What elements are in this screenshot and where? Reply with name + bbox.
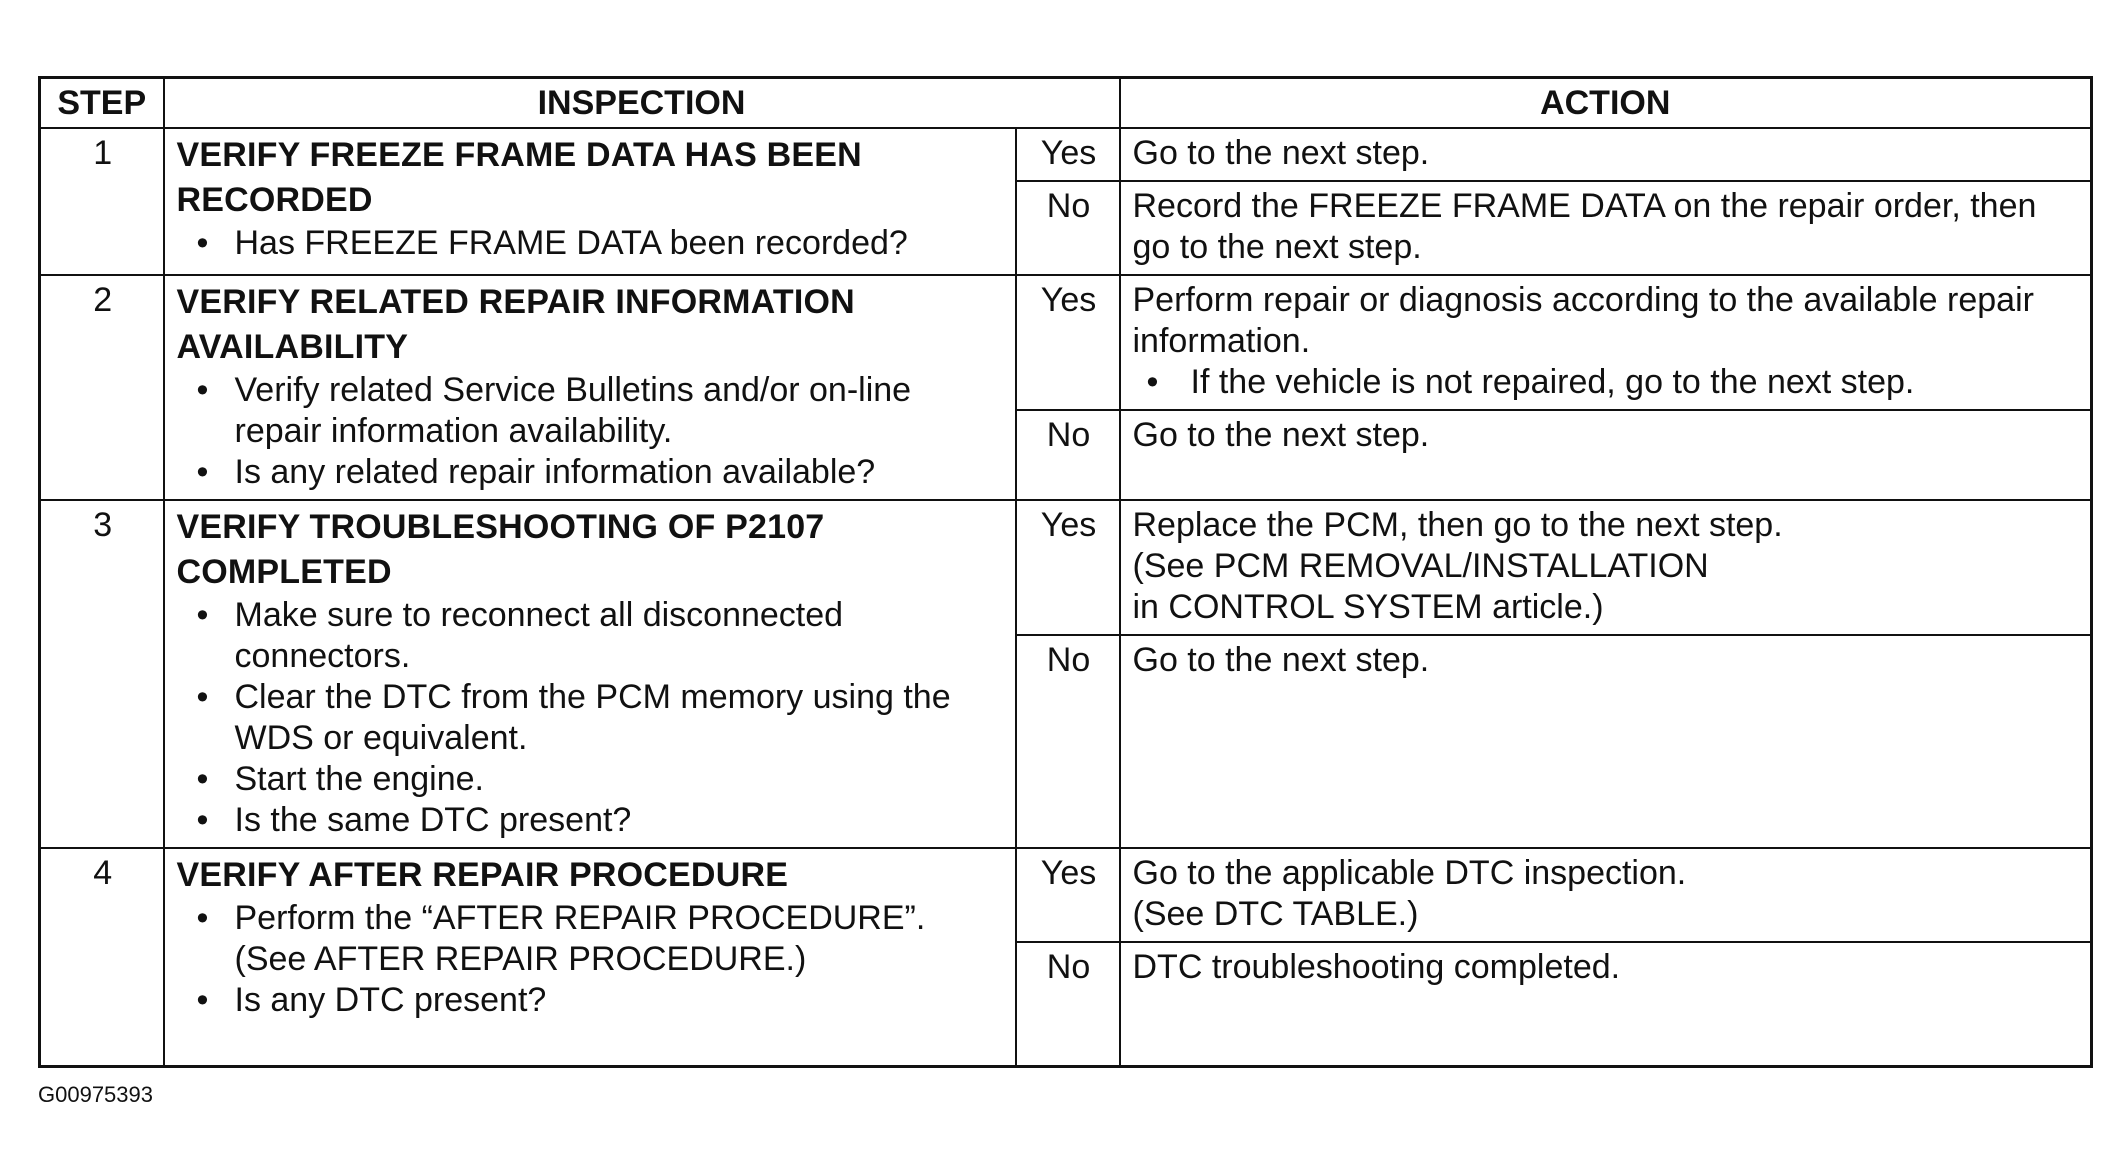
- figure-id: G00975393: [38, 1082, 153, 1107]
- no-label: No: [1016, 942, 1120, 1066]
- step-number: 3: [40, 500, 164, 848]
- action-line: DTC troubleshooting completed.: [1132, 948, 1621, 986]
- yes-action: [1120, 128, 2092, 181]
- action-line: (See DTC TABLE.): [1132, 895, 1419, 933]
- step-number: 2: [40, 275, 164, 500]
- inspection-bullet: • Is any DTC present?: [177, 980, 1005, 1021]
- action-line: Record the FREEZE FRAME DATA on the repair order, then go to the next step.: [1132, 187, 2037, 266]
- no-action: [1120, 635, 2092, 848]
- inspection-title: VERIFY TROUBLESHOOTING OF P2107 COMPLETED: [176, 508, 825, 591]
- no-action: [1120, 410, 2092, 500]
- dtc-inspection-table: [38, 76, 2093, 1068]
- inspection-bullet: • Clear the DTC from the PCM memory using the WDS or equivalent.: [177, 677, 1005, 759]
- inspection-bullet: • Verify related Service Bulletins and/or on-line repair information availability.: [177, 370, 1005, 452]
- action-line: Go to the next step.: [1132, 416, 1430, 454]
- no-label: No: [1016, 635, 1120, 848]
- yes-action: [1120, 275, 2092, 410]
- inspection-bullets: [177, 223, 1005, 264]
- inspection-cell: [164, 500, 1016, 848]
- table-row: [40, 128, 2092, 181]
- yes-label: Yes: [1016, 275, 1120, 410]
- inspection-cell: [164, 275, 1016, 500]
- action-line: Go to the next step.: [1132, 134, 1430, 172]
- inspection-bullets: [177, 898, 1005, 1021]
- table-row: [40, 848, 2092, 942]
- action-line: in CONTROL SYSTEM article.): [1132, 588, 1604, 626]
- no-label: No: [1016, 181, 1120, 275]
- yes-label: Yes: [1016, 848, 1120, 942]
- header-inspection: INSPECTION: [164, 78, 1120, 129]
- action-line: Go to the next step.: [1132, 641, 1430, 680]
- no-label: No: [1016, 410, 1120, 500]
- header-action: ACTION: [1120, 78, 2092, 129]
- action-line: Replace the PCM, then go to the next step.: [1132, 506, 1783, 544]
- inspection-bullet: • Perform the “AFTER REPAIR PROCEDURE”. (See AFTER REPAIR PROCEDURE.): [177, 898, 1005, 980]
- inspection-title: VERIFY AFTER REPAIR PROCEDURE: [176, 856, 789, 894]
- table-row: [40, 275, 2092, 410]
- inspection-bullet: • Is any related repair information available?: [177, 452, 1005, 493]
- inspection-title: VERIFY RELATED REPAIR INFORMATION AVAILABILITY: [176, 283, 855, 366]
- yes-label: Yes: [1016, 128, 1120, 181]
- inspection-bullet: • Start the engine.: [177, 759, 1005, 800]
- yes-action: [1120, 848, 2092, 942]
- table-header-row: [40, 78, 2092, 129]
- action-line: Perform repair or diagnosis according to the available repair information.: [1132, 281, 2034, 360]
- yes-action: [1120, 500, 2092, 635]
- table-row: [40, 500, 2092, 635]
- inspection-bullets: [177, 595, 1005, 841]
- step-number: 1: [40, 128, 164, 275]
- inspection-bullet: • Is the same DTC present?: [177, 800, 1005, 841]
- inspection-cell: [164, 128, 1016, 275]
- inspection-bullets: [177, 370, 1005, 493]
- action-line: Go to the applicable DTC inspection.: [1132, 854, 1687, 892]
- dtc-inspection-document: [38, 76, 2093, 1068]
- inspection-title: VERIFY FREEZE FRAME DATA HAS BEEN RECORDED: [176, 136, 862, 219]
- inspection-bullet: • Has FREEZE FRAME DATA been recorded?: [177, 223, 1005, 264]
- action-line: (See PCM REMOVAL/INSTALLATION: [1132, 547, 1709, 585]
- header-step: STEP: [40, 78, 164, 129]
- action-bullets: [1133, 362, 2081, 403]
- yes-label: Yes: [1016, 500, 1120, 635]
- inspection-bullet: • Make sure to reconnect all disconnected connectors.: [177, 595, 1005, 677]
- step-number: 4: [40, 848, 164, 1066]
- action-bullet: • If the vehicle is not repaired, go to the next step.: [1133, 362, 2081, 403]
- no-action: [1120, 181, 2092, 275]
- no-action: [1120, 942, 2092, 1066]
- inspection-cell: [164, 848, 1016, 1066]
